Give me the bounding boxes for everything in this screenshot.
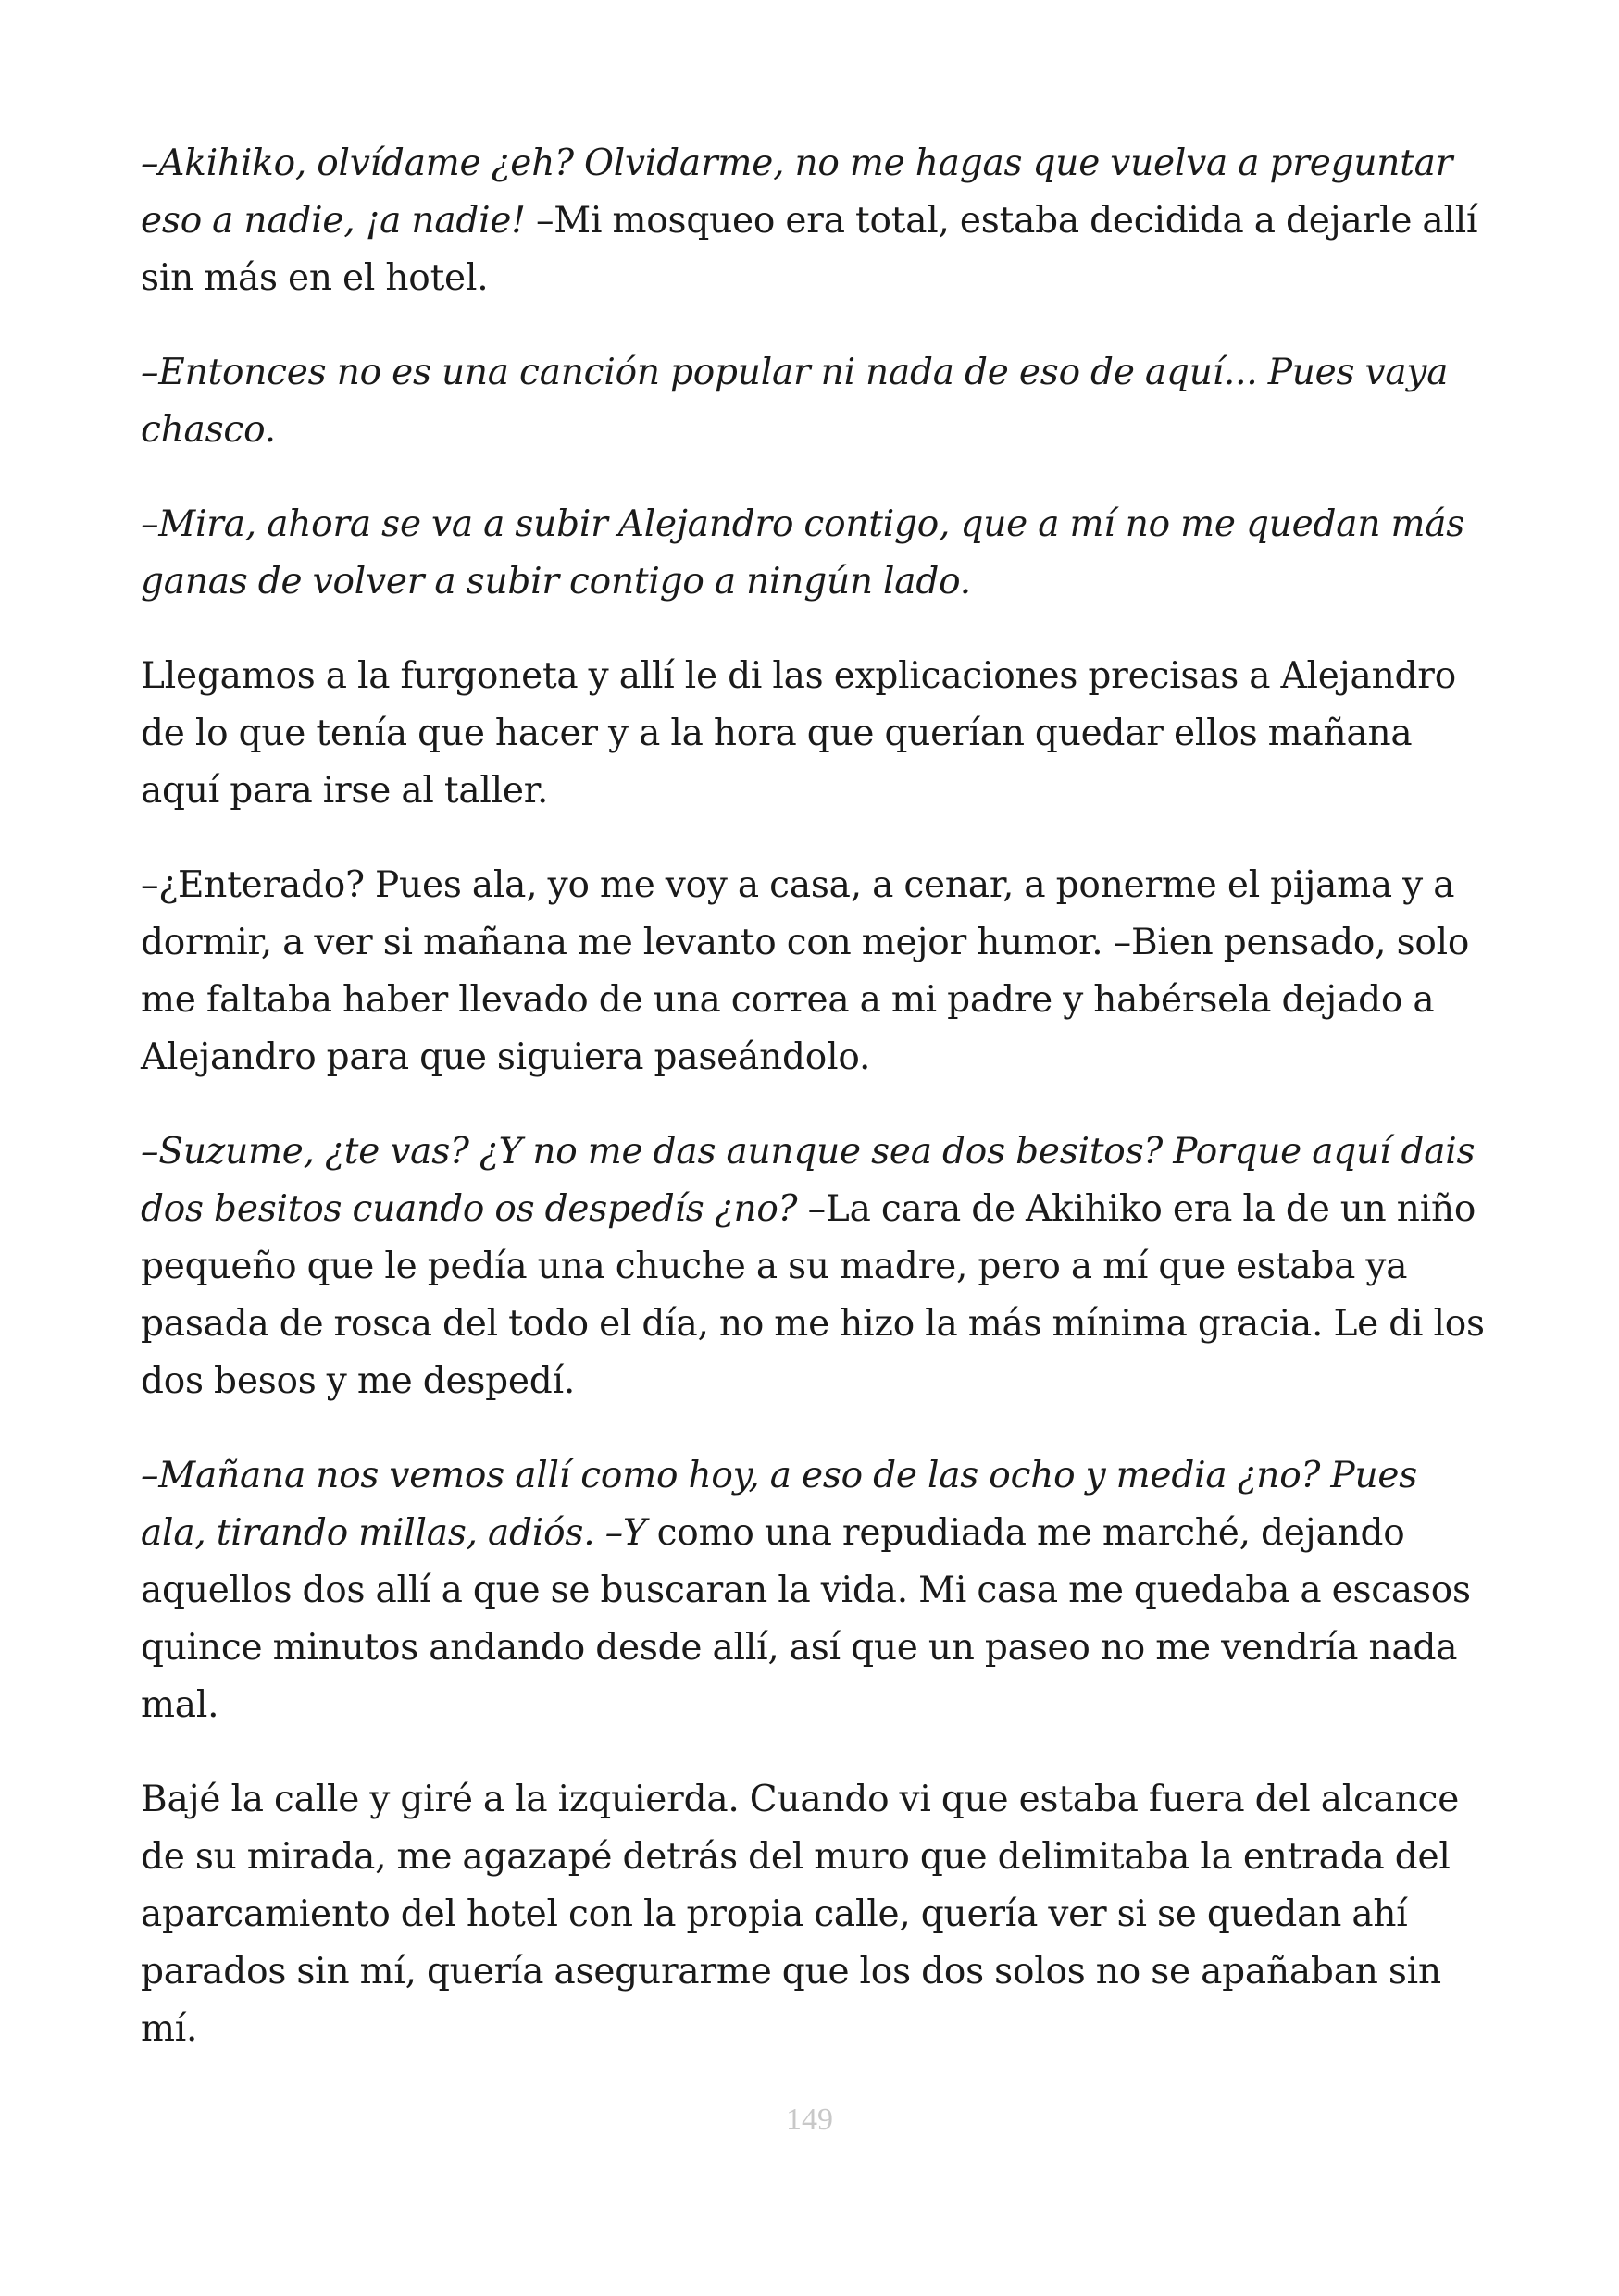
- paragraph-7-dialogue: –Mañana nos vemos allí como hoy, a eso de las ocho y media ¿no? Pues ala, tirando millas, adiós. –Y: [141, 1455, 1418, 1554]
- paragraph-1-dialogue: –Akihiko, olvídame ¿eh? Olvidarme, no me hagas que vuelva a preguntar eso a nadie, ¡a nadie!: [141, 143, 1453, 242]
- paragraph-7-narration: como una repudiada me marché, dejando aquellos dos allí a que se buscaran la vida. Mi casa me quedaba a escasos quince minutos andando desde allí, así que un paseo no me vendría nada mal.: [141, 1512, 1471, 1726]
- paragraph-7: [141, 1447, 1492, 1734]
- paragraph-1: [141, 135, 1492, 307]
- paragraph-4-narration: Llegamos a la furgoneta y allí le di las explicaciones precisas a Alejandro de lo que tenía que hacer y a la hora que querían quedar ellos mañana aquí para irse al taller.: [141, 655, 1456, 812]
- paragraph-4: [141, 648, 1492, 820]
- paragraph-1-narration: –Mi mosqueo era total, estaba decidida a dejarle allí sin más en el hotel.: [141, 200, 1478, 299]
- page-number: 149: [786, 2103, 833, 2137]
- paragraph-6-narration: –La cara de Akihiko era la de un niño pequeño que le pedía una chuche a su madre, pero a mí que estaba ya pasada de rosca del todo el día, no me hizo la más mínima gracia. Le di los dos besos y me despedí.: [141, 1188, 1485, 1402]
- paragraph-5: [141, 857, 1492, 1086]
- paragraph-6-dialogue: –Suzume, ¿te vas? ¿Y no me das aunque sea dos besitos? Porque aquí dais dos besitos cuando os despedís ¿no?: [141, 1131, 1476, 1230]
- page-body: [141, 135, 1492, 2095]
- paragraph-8-narration: Bajé la calle y giré a la izquierda. Cuando vi que estaba fuera del alcance de su mirada, me agazapé detrás del muro que delimitaba la entrada del aparcamiento del hotel con la propia calle, quería ver si se quedan ahí parados sin mí, quería asegurarme que los dos solos no se apañaban sin mí.: [141, 1779, 1460, 2050]
- paragraph-2-dialogue: –Entonces no es una canción popular ni nada de eso de aquí... Pues vaya chasco.: [141, 352, 1449, 451]
- paragraph-6: [141, 1123, 1492, 1410]
- paragraph-2: [141, 344, 1492, 459]
- paragraph-8: [141, 1771, 1492, 2058]
- paragraph-3-dialogue: –Mira, ahora se va a subir Alejandro contigo, que a mí no me quedan más ganas de volver a subir contigo a ningún lado.: [141, 503, 1465, 602]
- paragraph-3: [141, 496, 1492, 611]
- paragraph-5-narration: –¿Enterado? Pues ala, yo me voy a casa, a cenar, a ponerme el pijama y a dormir, a ver si mañana me levanto con mejor humor. –Bien pensado, solo me faltaba haber llevado de una correa a mi padre y habérsela dejado a Alejandro para que siguiera paseándolo.: [141, 864, 1470, 1078]
